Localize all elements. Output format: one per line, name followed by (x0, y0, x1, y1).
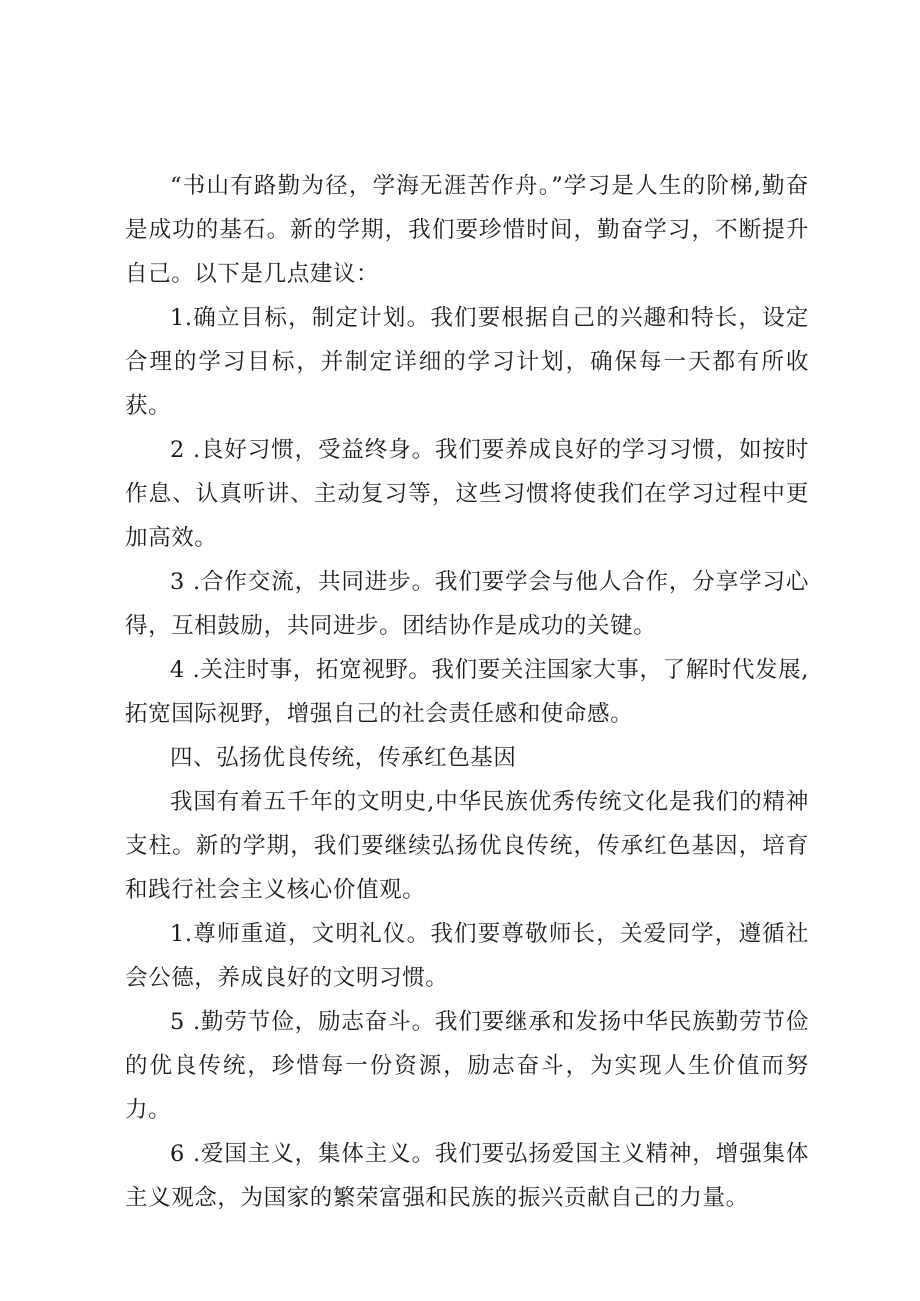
tradition-1-paragraph: 1.尊师重道，文明礼仪。我们要尊敬师长，关爱同学，遵循社会公德，养成良好的文明习惯。 (125, 921, 809, 991)
section-heading: 四、弘扬优良传统，传承红色基因 (170, 745, 517, 771)
suggestion-1-paragraph: 1.确立目标，制定计划。我们要根据自己的兴趣和特长，设定合理的学习目标，并制定详细的学习计划，确保每一天都有所收获。 (125, 305, 809, 419)
tradition-6-paragraph: 6 .爱国主义，集体主义。我们要弘扬爱国主义精神，增强集体主义观念，为国家的繁荣富强和民族的振兴贡献自己的力量。 (125, 1141, 809, 1211)
suggestion-4-paragraph: 4 .关注时事，拓宽视野。我们要关注国家大事，了解时代发展,拓宽国际视野，增强自己的社会责任感和使命感。 (125, 657, 809, 727)
suggestion-2-paragraph: 2 .良好习惯，受益终身。我们要养成良好的学习习惯，如按时作息、认真听讲、主动复习等，这些习惯将使我们在学习过程中更加高效。 (125, 437, 809, 551)
tradition-5-paragraph: 5 .勤劳节俭，励志奋斗。我们要继承和发扬中华民族勤劳节俭的优良传统，珍惜每一份资源，励志奋斗，为实现人生价值而努力。 (125, 1009, 809, 1123)
section-intro-paragraph: 我国有着五千年的文明史,中华民族优秀传统文化是我们的精神支柱。新的学期，我们要继续弘扬优良传统，传承红色基因，培育和践行社会主义核心价值观。 (125, 789, 809, 903)
intro-paragraph: “书山有路勤为径，学海无涯苦作舟。”学习是人生的阶梯,勤奋是成功的基石。新的学期，我们要珍惜时间，勤奋学习，不断提升自己。以下是几点建议： (125, 173, 809, 287)
suggestion-3-paragraph: 3 .合作交流，共同进步。我们要学会与他人合作，分享学习心得，互相鼓励，共同进步。团结协作是成功的关键。 (125, 569, 809, 639)
document-body (125, 164, 809, 1220)
